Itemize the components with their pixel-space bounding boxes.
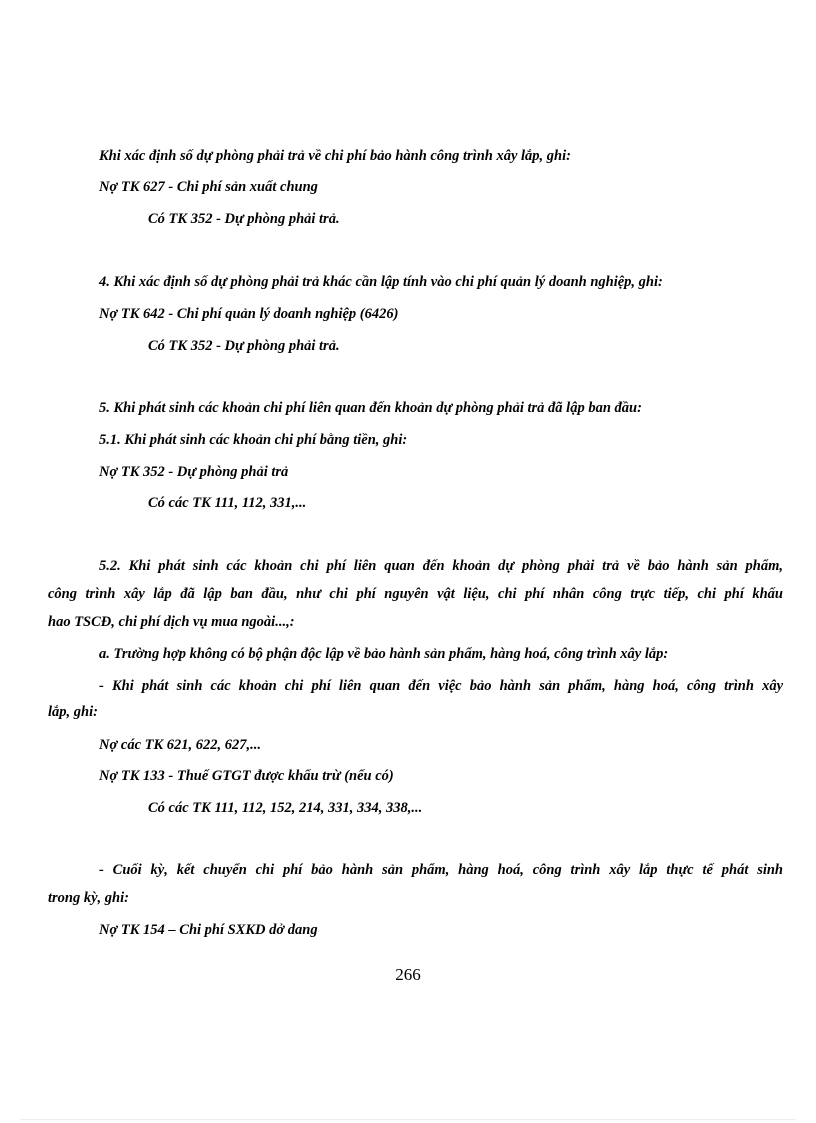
text-line: 5. Khi phát sinh các khoản chi phí liên quan đến khoản dự phòng phải trả đã lập ban đầu: xyxy=(99,400,642,416)
text-line: a. Trường hợp không có bộ phận độc lập về bảo hành sản phẩm, hàng hoá, công trình xây lắp: xyxy=(99,646,669,662)
paragraph-line: 5.2. Khi phát sinh các khoản chi phí liên quan đến khoản dự phòng phải trả về bảo hành sản phẩm, xyxy=(99,558,783,574)
page-number: 266 xyxy=(395,965,421,984)
text-line: Nợ TK 133 - Thuế GTGT được khấu trừ (nếu có) xyxy=(99,768,394,784)
text-line: Nợ TK 352 - Dự phòng phải trả xyxy=(99,464,289,480)
text-line: Có TK 352 - Dự phòng phải trả. xyxy=(148,338,340,354)
paragraph-line: công trình xây lắp đã lập ban đầu, như chi phí nguyên vật liệu, chi phí nhân công trực tiếp, chi phí khấu xyxy=(48,586,783,602)
paragraph-line: - Khi phát sinh các khoản chi phí liên quan đến việc bảo hành sản phẩm, hàng hoá, công trình xây xyxy=(99,678,783,694)
text-line: Khi xác định số dự phòng phải trả về chi phí bảo hành công trình xây lắp, ghi: xyxy=(99,148,571,164)
text-line: Có các TK 111, 112, 152, 214, 331, 334, 338,... xyxy=(148,800,423,816)
text-line: 4. Khi xác định số dự phòng phải trả khác cần lập tính vào chi phí quản lý doanh nghiệp, ghi: xyxy=(99,274,663,290)
text-line: Có các TK 111, 112, 331,... xyxy=(148,495,307,511)
paragraph-line: trong kỳ, ghi: xyxy=(48,890,129,906)
text-line: Nợ các TK 621, 622, 627,... xyxy=(99,737,262,753)
text-line: Có TK 352 - Dự phòng phải trả. xyxy=(148,211,340,227)
paragraph-line: hao TSCĐ, chi phí dịch vụ mua ngoài...,: xyxy=(48,614,295,630)
bottom-divider xyxy=(20,1119,796,1120)
paragraph-line: lắp, ghi: xyxy=(48,704,98,720)
text-line: Nợ TK 642 - Chi phí quản lý doanh nghiệp (6426) xyxy=(99,306,399,322)
paragraph-line: - Cuối kỳ, kết chuyển chi phí bảo hành sản phẩm, hàng hoá, công trình xây lắp thực tế phát sinh xyxy=(99,862,783,878)
text-line: Nợ TK 627 - Chi phí sản xuất chung xyxy=(99,179,318,195)
text-line: Nợ TK 154 – Chi phí SXKD dở dang xyxy=(99,922,318,938)
text-line: 5.1. Khi phát sinh các khoản chi phí bằng tiền, ghi: xyxy=(99,432,408,448)
